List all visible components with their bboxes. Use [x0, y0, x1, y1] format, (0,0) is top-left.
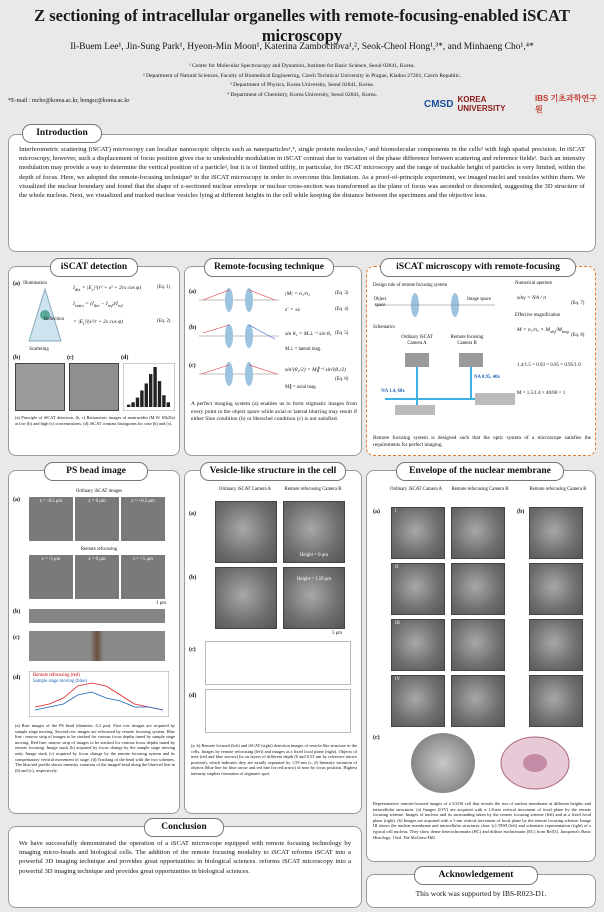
z-label: z = 0 μm [88, 557, 106, 562]
intensity-chart-d [205, 689, 351, 733]
fig-label: (a) [373, 509, 380, 515]
poster-title: Z sectioning of intracellular organelles with remote-focusing-enabled iSCAT microscopy [34, 6, 570, 45]
eq-label: (Eq. 2) [157, 319, 171, 324]
row-label: I [395, 509, 397, 514]
col-title: Ordinary iSCAT Camera A [218, 487, 271, 492]
ack-heading: Acknowledgement [414, 866, 538, 885]
na-obj2-label: NA 0.95, 40x [474, 375, 500, 380]
fig-label: (b) [189, 325, 197, 331]
eq-label: (Eq. 7) [571, 301, 585, 306]
nucleus-image [451, 619, 505, 671]
fig-label: (b) [189, 575, 197, 581]
envelope-panel [366, 470, 596, 862]
ps-panel [8, 470, 180, 814]
fig-label: (c) [373, 735, 380, 741]
design-rule-item: Design rule of remote focusing system [373, 283, 448, 288]
object-space-label: Object space [373, 297, 387, 308]
fig-label: (c) [189, 363, 196, 369]
scattering-diagram [21, 281, 69, 349]
fig-label: (b) [517, 509, 525, 515]
intro-panel [8, 134, 596, 252]
envelope-heading: Envelope of the nuclear membrane [396, 462, 564, 481]
row-label: III [395, 621, 400, 626]
design-rule-diagram [375, 291, 495, 319]
affiliation: ¹ Center for Molecular Spectroscopy and Dynamics, Institute for Basic Science, Seoul 02841, Korea. [189, 63, 415, 69]
reflection-label: Reflection [44, 317, 64, 322]
nucleus-image [451, 675, 505, 727]
z-label: z = +0.5 μm [131, 499, 155, 504]
nucleus-image [529, 507, 583, 559]
histogram-bar [158, 381, 161, 407]
height-label: Height = 1.59 μm [296, 577, 332, 582]
nucleus-schematic [495, 733, 575, 793]
remote-panel: (a) (b) (c) |M| = n₁/n₂ (Eq. 3) z' = ±z (Eq. 4) sin θ₂ = M⊥⁻¹ sin θ₁ (Eq. 5) M⊥ = lateral mag. sin²(θ₂/2) = M∥⁻¹ sin²(θ₁/2) (Eq. 6) M∥ = axial mag. A perfect imaging system (a) enables us to form stigmatic images from every point in the object space while axial or lateral blurring may result if either Sine condition (b) or Herschel condition (c) is not satisfied. [184, 266, 362, 456]
ratiometric-image-low [15, 363, 65, 411]
camera-a-label: Ordinary iSCAT Camera A [401, 335, 433, 346]
col-title: Remote refocusing Camera B [529, 487, 587, 492]
fig-label: (d) [121, 355, 129, 361]
authors: Il-Buem Lee¹, Jin-Sung Park¹, Hyeon-Min Moon¹, Katerina Zambochova¹,², Seok-Cheol Hong¹,³*, and Minhaeng Cho¹,⁴* [70, 42, 534, 52]
fig-label: (a) [13, 281, 20, 287]
remote-caption: A perfect imaging system (a) enables us to form stigmatic images from every point in the object space while axial or lateral blurring may result if either Sine condition (b) or Herschel condition (c) is not satisfied. [191, 401, 357, 423]
fig-label: (a) [189, 511, 196, 517]
scattering-label: Scattering [29, 347, 49, 352]
fig-label: (a) [13, 497, 20, 503]
eq-label: (Eq. 1) [157, 285, 171, 290]
fig-label: (d) [13, 675, 21, 681]
col-title: Ordinary iSCAT Camera A [389, 487, 442, 492]
histogram-bar [149, 374, 152, 407]
z-label: z = 0 μm [88, 499, 106, 504]
mag-values: M = 1.5/1.4 × 40/60 = 1 [517, 391, 566, 396]
mag-item: Effective magnification [515, 313, 561, 318]
ack-text: This work was supported by IBS-R023-D1. [415, 889, 547, 898]
remote-title: Remote refocusing [80, 547, 118, 552]
eq-label: (Eq. 3) [335, 291, 349, 296]
nucleus-image [451, 507, 505, 559]
vesicle-heading: Vesicle-like structure in the cell [200, 462, 346, 481]
tem-image [411, 733, 475, 793]
histogram-bar [136, 398, 139, 407]
ps-caption: (a) Raw images of the PS bead (diameter, 0.2 μm). First row images are acquired by sample stage moving. Second row images are refocused by remote focusing system. Blue line : narrow strip of images to be stacked for various focus depths tuned by sample stage moving. Red line: narrow strip of images to be stacked for various focus depths tuned by remote focusing. Image stack (b) acquired by focus change by the sample stage moving only. Image stack (c) acquired by focus change by the remote focusing system and its compensatory vertical movement of stage. (d) Tracking of the bead with the two schemes. The blue/red profile shows intensity variation of the imaged bead along the blue/red line in (b) and (c), respectively. [15, 723, 175, 773]
col-title: Remote refocusing Camera B [284, 487, 342, 492]
histogram-bar [131, 402, 134, 407]
intensity-chart-c [205, 641, 351, 685]
fig-label: (b) [13, 355, 21, 361]
ratiometric-image-high [69, 363, 119, 411]
stack-image-b [29, 609, 165, 623]
nucleus-image [391, 507, 445, 559]
histogram-bar [167, 402, 170, 407]
rf-iscat-caption: Remote focusing system is designed such that the optic system of a microscope satisfies the requirements for perfect imaging. [373, 435, 591, 448]
scale-label: 1 μm [156, 601, 166, 606]
vesicle-image [215, 567, 277, 629]
logos [424, 94, 600, 114]
schematics-item: Schematics [373, 325, 395, 330]
korea-univ-logo: KOREA UNIVERSITY [457, 95, 506, 113]
z-label: z = -0.5 μm [39, 499, 63, 504]
vesicle-image [215, 501, 277, 563]
lens-diagram-a [199, 285, 279, 315]
histogram-bar [140, 391, 143, 407]
legend-blue: Sample stage moving (blue) [33, 679, 87, 684]
nucleus-image [451, 563, 505, 615]
histogram-bar [153, 367, 156, 407]
iscat-caption: (a) Principle of iSCAT detection. (b, c) Ratiometric images of neutravidin (M.W. 65kDa) at low (b) and high (c) concentrations. (d) iSCAT contrast histograms for case (b) and (c). [15, 415, 175, 426]
nucleus-image [529, 675, 583, 727]
conclusion-heading: Conclusion [144, 818, 224, 837]
nucleus-image [529, 619, 583, 671]
conclusion-panel [8, 826, 362, 908]
cmsd-logo: CMSD [424, 98, 454, 110]
fig-label: (b) [13, 609, 21, 615]
na-obj1-label: NA 1.4, 60x [381, 389, 405, 394]
eq-label: (Eq. 5) [335, 331, 349, 336]
ps-heading: PS bead image [44, 462, 148, 481]
rf-iscat-panel: Design rule of remote focusing system Object space Image space Schematics Ordinary iSCAT Camera A Remote focusing Camera B NA 1.4, 60x NA 0.95, 40x Numerical aperture sinγ = NA / n (Eq. 7) Effective magnification $M = n_1/n_2 \times M_{obj}/M_{img}$ (Eq. 8) 1.4/1.5 = 0.93 = 0.95 = 0.95/1.0 M = 1.5/1.4 × 40/60 = 1 Remote focusing system is designed such that the optic system of a microscope satisfies the requirements for perfect imaging. [366, 266, 596, 456]
lateral-mag-note: M⊥ = lateral mag. [285, 347, 322, 352]
intro-heading: Introduction [22, 124, 102, 143]
eq-label: (Eq. 6) [335, 377, 349, 382]
ibs-logo: IBS 기초과학연구원 [535, 94, 597, 114]
conclusion-text: We have successfully demonstrated the operation of a iSCAT microscope equipped with remote focusing technology by imaging micro-beads and biological cells. The addition of the remote focusing modality to iSCAT reforms iSCAT into a powerful 3D imaging technique and provides great opportunities in biological sciences. reforms iSCAT microscopy into a powerful 3D imaging technique and provides great opportunities in biological sciences. [19, 840, 351, 875]
fig-label: (d) [189, 693, 197, 699]
camera-b-label: Remote focusing Camera B [450, 335, 484, 346]
scale-label: 5 μm [332, 631, 342, 636]
vesicle-panel [184, 470, 362, 814]
vesicle-caption: (a, b) Remote focused (left) and iSCAT (right) detection images of vesicle-like structure in the cells. Images by remote refocusing (left) and images at a fixed focal plane (right). Objects of note (red and blue arrows) lie on layers of different depth (0 and 0.53 nm by reference mirror position), which indicates they are axially separated by 1.59 nm (c, d) Intensity variation of objects (blue line for blue arrow and red line for red arrow) of note by focus position. Highest intensity implies formation of stigmatic spot. [191, 743, 357, 776]
lens-diagram-b [199, 321, 279, 351]
stack-image-c [29, 631, 165, 661]
histogram-bar [162, 395, 165, 407]
image-space-label: Image space [467, 297, 491, 302]
nucleus-image [529, 563, 583, 615]
eq-label: (Eq. 4) [335, 307, 349, 312]
fig-label: (c) [67, 355, 74, 361]
legend-red: Remote refocusing (red) [33, 673, 80, 678]
col-title: Remote refocusing Camera B [451, 487, 509, 492]
remote-heading: Remote-focusing technique [204, 258, 334, 277]
nucleus-image [391, 563, 445, 615]
row-label: IV [395, 677, 401, 682]
contrast-histogram [123, 363, 175, 411]
email: *E-mail : mcho@korea.ac.kr, hongsc@korea.ac.kr [8, 98, 130, 104]
nucleus-image [391, 619, 445, 671]
na-item: Numerical aperture [515, 281, 553, 286]
histogram-bar [145, 383, 148, 407]
affiliation: ³ Department of Physics, Korea University, Seoul 02841, Korea. [230, 82, 374, 88]
fig-label: (c) [189, 647, 196, 653]
na-values: 1.4/1.5 = 0.93 = 0.95 = 0.95/1.0 [517, 363, 581, 368]
nucleus-image [391, 675, 445, 727]
row-label: II [395, 565, 399, 570]
ordinary-title: Ordinary iSCAT images [75, 489, 123, 494]
affiliation: ² Department of Natural Sciences, Faculty of Biomedical Engineering, Czech Technical University in Prague, Kladno 27201, Czech Republic. [142, 72, 462, 79]
fig-label: (a) [189, 289, 196, 295]
affiliation: ⁴ Department of Chemistry, Korea University, Seoul 02841, Korea. [226, 91, 378, 98]
envelope-caption: Representative remote-focused images of a U2OS cell that reveals the rim of nuclear membrane at different heights and intracellular structures. (a) Images (I-IV) are acquired with a 1.8-nm vertical increment of focal plane by the remote focusing scheme. Images of nucleus and its surrounding taken by the remote focusing scheme (left) and at a fixed focal plane (right). (b) Images are acquired with a 1-nm vertical increment of focal plane by the remote focusing scheme. Image III shows the nuclear membrane and intracellular structures clear. (c) TEM (left) and schematic representation (right) of a typical cell nucleus. They show dense heterochromatin (HC) and diffuse euchromatin (EC) from Ref[3]. Junqueira's Basic Histology. 13ed. The McGraw-Hill. [373, 801, 591, 840]
histogram-bar [127, 405, 130, 407]
height-label: Height = 0 μm [299, 553, 329, 558]
rf-iscat-heading: iSCAT microscopy with remote-focusing [380, 258, 576, 277]
axial-mag-note: M∥ = axial mag. [285, 385, 317, 390]
iscat-heading: iSCAT detection [50, 258, 138, 277]
iscat-panel: (a) Illumination Reflection Scattering $I_{det} = |E_r|^2(r^2 + s^2 + 2rs$ cos φ) $I_{ratio} = (I_{det} - I_{ref})/I_{ref}$ = $|E_i|^2(s^2/r + 2s$ cos φ) (Eq. 1) (Eq. 2) (b) (c) (d) (a) Principle of iSCAT detection. (b, c) Ratiometric images of neutravidin (M.W. 65kDa) at low (b) and high (c) concentrations. (d) iSCAT contrast histograms for case (b) and (c). [8, 266, 180, 456]
z-label: z = -5 μm [41, 557, 61, 562]
intro-text: Interferometric scattering (iSCAT) microscopy can localize nanoscopic objects such as nanoparticles¹,⁴, single protein molecules,³ and biomolecular components in the cells³ with high spatial precision. In iSCAT microscopy, however, such a displacement of focus position gives rise to undesirable modulation in iSCAT contrast due to variation of the phase difference between scattering and reference fields¹. Such an intensity modulation may provide a way to determine the vertical position of a particle², but it is of limited utility, in particular, for iSCAT microscopy and the range of trackable height of particles is very limited, within the depth of focus. Here, we adopted the remote-focusing technique⁵ to the iSCAT microscopy in order to overcome this limitation. As a proof-of-principle experiment, we imaged nuclei and vesicles within them. We visualized the nuclear boundary and found that the shape of z-sectioned nuclear envelope or nuclear cross-section was transformed as the plane of focus was ascended or descended, suggesting the 3D structure of the whole nucleus. Next, we visualized and tracked nuclear vesicles lying at different heights in the cell while keeping the distance between the specimens and the objective lens. [19, 146, 585, 200]
illumination-label: Illumination [23, 281, 47, 286]
fig-label: (c) [13, 635, 20, 641]
z-label: z = +5 μm [133, 557, 153, 562]
lens-diagram-c [199, 359, 279, 389]
eq-label: (Eq. 8) [571, 333, 585, 338]
